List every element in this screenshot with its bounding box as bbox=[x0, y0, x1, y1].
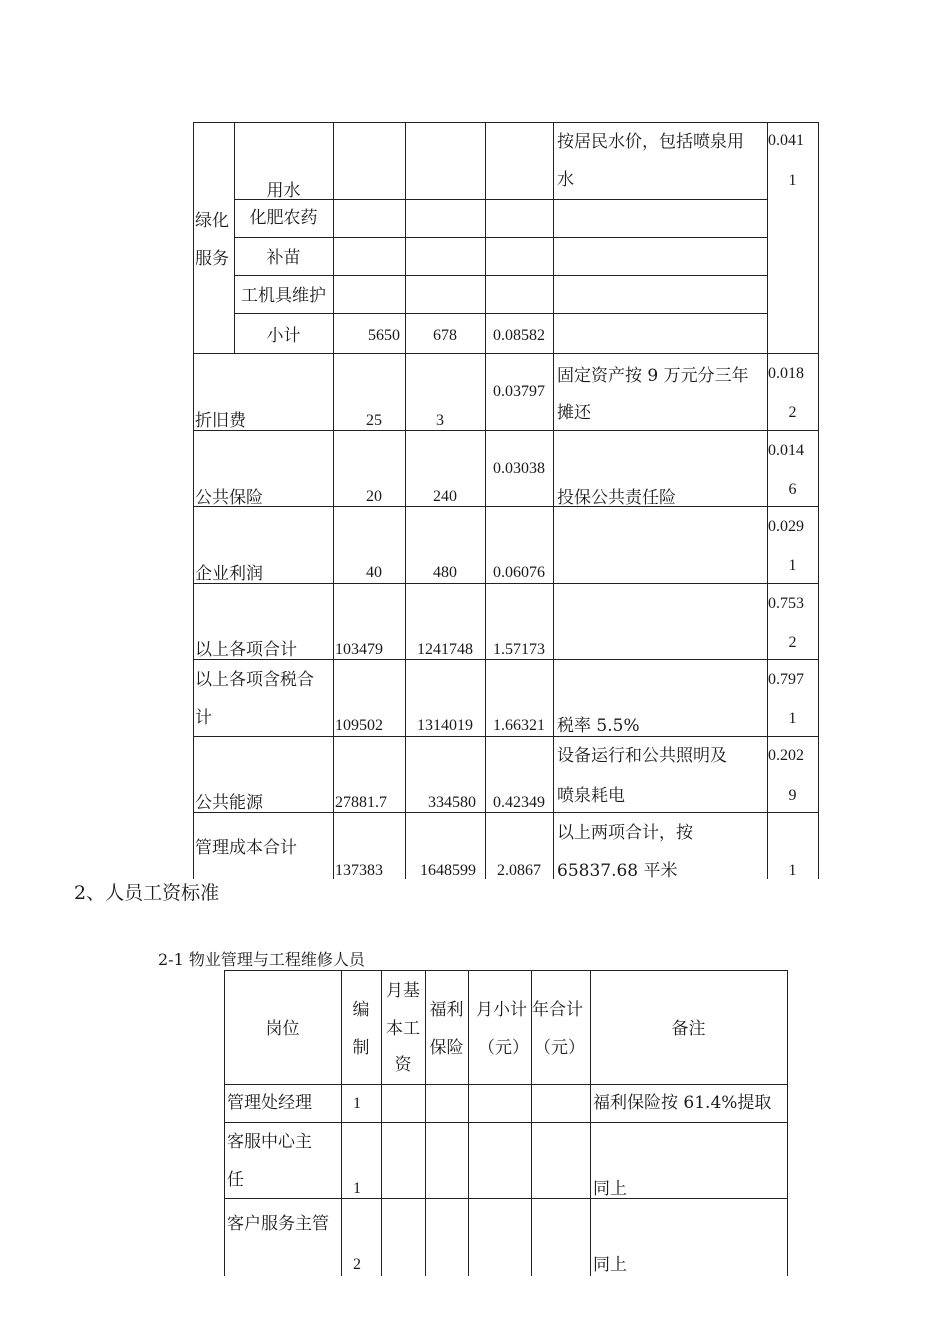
row-label-total-tax-1: 以上各项含税合 bbox=[195, 670, 314, 690]
ratio-insurance-1: 0.014 bbox=[768, 442, 804, 459]
depreciation-annual: 3 bbox=[436, 412, 444, 429]
subsection-heading: 2-1 物业管理与工程维修人员 bbox=[158, 950, 365, 969]
profit-annual: 480 bbox=[433, 564, 457, 581]
row-label-water: 用水 bbox=[266, 181, 301, 201]
col-header-base-1: 月基 bbox=[386, 981, 420, 1001]
staff-count-service-center: 1 bbox=[353, 1180, 361, 1197]
col-header-welfare-1: 福利 bbox=[429, 1000, 464, 1020]
ratio-profit-1: 0.029 bbox=[768, 518, 804, 535]
profit-per-sqm: 0.06076 bbox=[493, 564, 545, 581]
depreciation-per-sqm: 0.03797 bbox=[493, 383, 545, 400]
subtotal-per-sqm: 0.08582 bbox=[493, 327, 545, 344]
profit-monthly: 40 bbox=[366, 564, 382, 581]
row-label-depreciation: 折旧费 bbox=[195, 411, 246, 431]
staff-post-service-center-1: 客服中心主 bbox=[227, 1132, 312, 1152]
remark-energy-2: 喷泉耗电 bbox=[557, 786, 625, 806]
depreciation-monthly: 25 bbox=[366, 412, 382, 429]
energy-annual: 334580 bbox=[428, 794, 476, 811]
remark-insurance-1: 投保公共责任险 bbox=[557, 488, 676, 508]
ratio-water-1: 0.041 bbox=[768, 132, 804, 149]
remark-depreciation-2: 摊还 bbox=[557, 403, 591, 423]
ratio-depreciation-1: 0.018 bbox=[768, 365, 804, 382]
col-header-monthly-1: 月小计 bbox=[476, 1000, 527, 1020]
total-tax-per-sqm: 1.66321 bbox=[493, 717, 545, 734]
mgmt-total-monthly: 137383 bbox=[335, 862, 383, 879]
col-header-staffing-2: 制 bbox=[352, 1038, 370, 1058]
insurance-per-sqm: 0.03038 bbox=[493, 460, 545, 477]
subtotal-annual: 678 bbox=[433, 327, 457, 344]
remark-water-2: 水 bbox=[557, 170, 574, 190]
row-label-energy: 公共能源 bbox=[195, 793, 263, 813]
col-header-welfare-2: 保险 bbox=[429, 1038, 464, 1058]
total-tax-monthly: 109502 bbox=[335, 717, 383, 734]
mgmt-total-per-sqm: 2.0867 bbox=[497, 862, 541, 879]
col-header-base-3: 资 bbox=[394, 1055, 412, 1075]
ratio-energy-1: 0.202 bbox=[768, 747, 804, 764]
total-annual: 1241748 bbox=[417, 641, 473, 658]
staff-count-customer-supervisor: 2 bbox=[353, 1256, 361, 1273]
total-per-sqm: 1.57173 bbox=[493, 641, 545, 658]
staff-post-service-center-2: 任 bbox=[227, 1170, 244, 1190]
group-label-greening-2: 服务 bbox=[195, 249, 229, 269]
remark-depreciation-1: 固定资产按 9 万元分三年 bbox=[557, 366, 749, 386]
row-label-tools: 工机具维护 bbox=[241, 286, 326, 306]
mgmt-total-annual: 1648599 bbox=[420, 862, 476, 879]
section-heading: 2、人员工资标准 bbox=[74, 882, 220, 904]
remark-energy-1: 设备运行和公共照明及 bbox=[557, 746, 727, 766]
row-label-total-tax-2: 计 bbox=[195, 708, 212, 728]
ratio-profit-2: 1 bbox=[788, 557, 797, 574]
row-label-profit: 企业利润 bbox=[195, 564, 263, 584]
row-label-fertilizer: 化肥农药 bbox=[249, 208, 318, 228]
remark-water-1: 按居民水价，包括喷泉用 bbox=[557, 132, 744, 152]
col-header-remark: 备注 bbox=[671, 1019, 706, 1039]
staff-post-manager: 管理处经理 bbox=[227, 1093, 312, 1113]
ratio-total-2: 2 bbox=[788, 634, 797, 651]
ratio-insurance-2: 6 bbox=[788, 481, 797, 498]
row-label-replant: 补苗 bbox=[266, 248, 301, 268]
col-header-base-2: 本工 bbox=[386, 1019, 420, 1039]
group-label-greening-1: 绿化 bbox=[195, 211, 229, 231]
ratio-total-1: 0.753 bbox=[768, 595, 804, 612]
remark-mgmt-total-2: 65837.68 平米 bbox=[557, 861, 678, 881]
col-header-monthly-2: （元） bbox=[478, 1038, 529, 1058]
ratio-total-tax-2: 1 bbox=[788, 710, 797, 727]
row-label-insurance: 公共保险 bbox=[195, 488, 263, 508]
col-header-staffing-1: 编 bbox=[352, 1000, 370, 1020]
insurance-monthly: 20 bbox=[366, 488, 382, 505]
ratio-energy-2: 9 bbox=[788, 787, 797, 804]
insurance-annual: 240 bbox=[433, 488, 457, 505]
col-header-post: 岗位 bbox=[265, 1019, 300, 1039]
ratio-depreciation-2: 2 bbox=[788, 404, 797, 421]
staff-count-manager: 1 bbox=[353, 1095, 361, 1112]
col-header-annual-1: 年合计 bbox=[532, 1000, 583, 1020]
total-monthly: 103479 bbox=[335, 641, 383, 658]
remark-total-tax-1: 税率 5.5% bbox=[557, 716, 640, 736]
col-header-annual-2: （元） bbox=[534, 1038, 585, 1058]
energy-per-sqm: 0.42349 bbox=[493, 794, 545, 811]
row-label-mgmt-total: 管理成本合计 bbox=[195, 838, 297, 858]
energy-monthly: 27881.7 bbox=[335, 794, 387, 811]
row-label-total: 以上各项合计 bbox=[195, 640, 297, 660]
ratio-total-tax-1: 0.797 bbox=[768, 671, 804, 688]
remark-mgmt-total-1: 以上两项合计，按 bbox=[557, 823, 693, 843]
staff-post-customer-supervisor: 客户服务主管 bbox=[227, 1214, 329, 1234]
ratio-mgmt-total-1: 1 bbox=[788, 862, 797, 879]
total-tax-annual: 1314019 bbox=[417, 717, 473, 734]
subtotal-monthly: 5650 bbox=[368, 327, 400, 344]
staff-remark-customer-supervisor: 同上 bbox=[593, 1255, 627, 1275]
staff-remark-manager: 福利保险按 61.4%提取 bbox=[593, 1093, 772, 1113]
staff-remark-service-center: 同上 bbox=[593, 1179, 627, 1199]
row-label-subtotal: 小计 bbox=[266, 326, 301, 346]
ratio-water-2: 1 bbox=[788, 172, 797, 189]
